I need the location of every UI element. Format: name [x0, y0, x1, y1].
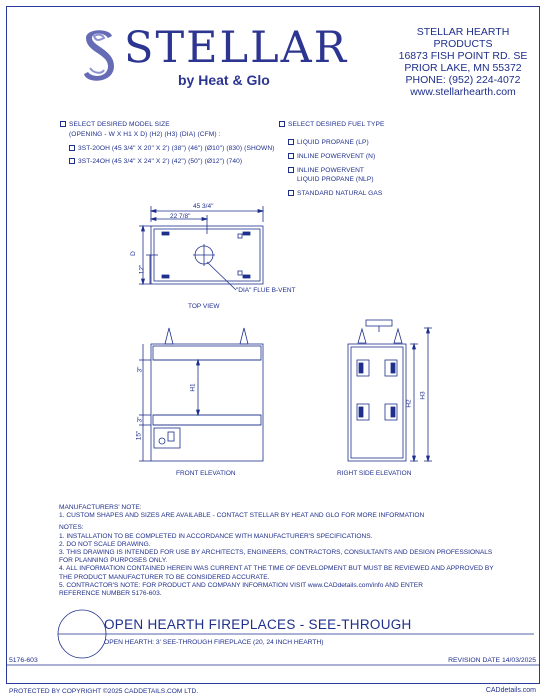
model-size-heading: SELECT DESIRED MODEL SIZE	[60, 121, 170, 129]
top-view-width-dim: 45 3/4"	[193, 203, 214, 210]
side-h3-dim: H3	[419, 391, 427, 400]
top-view-label: TOP VIEW	[188, 303, 220, 310]
caddetails-link[interactable]: CADdetails.com	[485, 687, 536, 694]
model-option-20[interactable]: 3ST-20OH (45 3/4" X 20" X 2') (38") (46") (Ø10") (830) (SHOWN)	[69, 145, 275, 153]
address-line-1: 16873 FISH POINT RD. SE	[398, 50, 528, 62]
mfr-note-heading: MANUFACTURERS' NOTE:	[59, 504, 142, 511]
drawing-title: OPEN HEARTH FIREPLACES - SEE-THROUGH	[104, 617, 412, 632]
top-view-half-dim: 22 7/8"	[170, 213, 191, 220]
front-15-dim: 15"	[135, 430, 143, 441]
front-3-bottom-dim: 3"	[136, 416, 144, 423]
revision-date: REVISION DATE 14/03/2025	[448, 657, 536, 664]
top-view-depth-dim: D	[129, 251, 137, 256]
fuel-option-nlp-line2: LIQUID PROPANE (NLP)	[297, 176, 374, 183]
note-item: 4. ALL INFORMATION CONTAINED HEREIN WAS CURRENT AT THE TIME OF DEVELOPMENT BUT MUST BE REVIEWED AND APPROVED BY	[59, 565, 494, 573]
note-item: 5. CONTRACTOR'S NOTE: FOR PRODUCT AND COMPANY INFORMATION VISIT www.CADdetails.com/info AND ENTER	[59, 581, 423, 589]
side-elevation-label: RIGHT SIDE ELEVATION	[337, 470, 412, 477]
fuel-option-ng[interactable]: STANDARD NATURAL GAS	[288, 190, 382, 198]
model-option-24[interactable]: 3ST-24OH (45 3/4" X 24" X 2') (42") (50") (Ø12") (740)	[69, 158, 242, 166]
fuel-option-n[interactable]: INLINE POWERVENT (N)	[288, 153, 375, 161]
brand-name: STELLAR	[124, 23, 349, 73]
drawing-subtitle: OPEN HEARTH: 3' SEE-THROUGH FIREPLACE (20, 24 INCH HEARTH)	[104, 639, 324, 646]
front-h1-dim: H1	[189, 383, 197, 392]
mfr-note-item: 1. CUSTOM SHAPES AND SIZES ARE AVAILABLE - CONTACT STELLAR BY HEAT AND GLO FOR MORE INFORMATION	[59, 512, 425, 520]
flue-note: "DIA" FLUE B-VENT	[236, 287, 296, 294]
fuel-option-nlp[interactable]: INLINE POWERVENT	[288, 167, 364, 175]
address-line-2: PRIOR LAKE, MN 55372	[404, 62, 522, 74]
note-item: FOR PLANNING PURPOSES ONLY.	[59, 557, 168, 565]
phone-number: PHONE: (952) 224-4072	[405, 74, 521, 86]
note-item: 3. THIS DRAWING IS INTENDED FOR USE BY ARCHITECTS, ENGINEERS, CONTRACTORS, CONSULTANTS AND DESIGN PROFESSIONALS	[59, 549, 493, 557]
top-view-12-dim: 12"	[138, 264, 146, 275]
note-item: THE PRODUCT MANUFACTURER TO BE CONSIDERED ACCURATE.	[59, 573, 270, 581]
model-size-subheading: (OPENING - W X H1 X D) (H2) (H3) (DIA) (CFM) :	[69, 131, 221, 138]
company-name: STELLAR HEARTH PRODUCTS	[416, 26, 510, 50]
front-3-top-dim: 3"	[136, 366, 144, 373]
website-link[interactable]: www.stellarhearth.com	[410, 86, 516, 98]
note-item: 2. DO NOT SCALE DRAWING.	[59, 540, 151, 548]
fuel-type-heading: SELECT DESIRED FUEL TYPE	[279, 121, 384, 129]
note-item: REFERENCE NUMBER 5176-603.	[59, 590, 162, 598]
copyright-notice: PROTECTED BY COPYRIGHT ©2025 CADDETAILS.COM LTD.	[9, 688, 199, 695]
note-item: 1. INSTALLATION TO BE COMPLETED IN ACCORDANCE WITH MANUFACTURER'S SPECIFICATIONS.	[59, 532, 373, 540]
side-h2-dim: H2	[405, 399, 413, 408]
brand-subtitle: by Heat & Glo	[178, 72, 270, 88]
reference-number: 5176-603	[9, 657, 38, 664]
front-elevation-label: FRONT ELEVATION	[176, 470, 236, 477]
fuel-option-lp[interactable]: LIQUID PROPANE (LP)	[288, 139, 369, 147]
notes-heading: NOTES:	[59, 524, 84, 532]
